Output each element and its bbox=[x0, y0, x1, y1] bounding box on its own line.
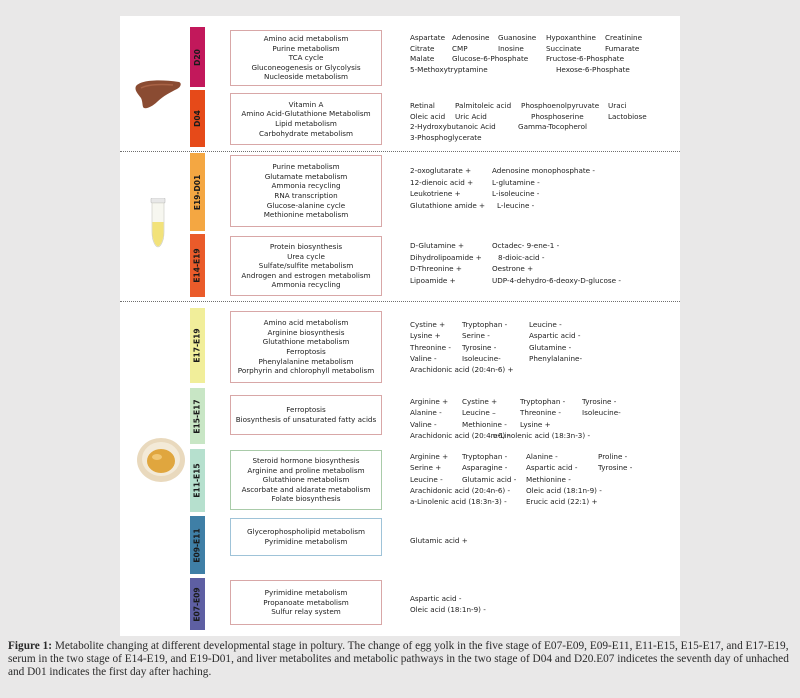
metabolite-label: 3-Phosphoglycerate bbox=[410, 132, 482, 142]
pathway-item: Pyrimidine metabolism bbox=[264, 537, 348, 546]
metabolite-label: Lipoamide + bbox=[410, 275, 456, 285]
pathway-item: Androgen and estrogen metabolism bbox=[241, 270, 371, 280]
metabolite-label: D-Threonine + bbox=[410, 264, 462, 273]
pathway-box-e14e19 bbox=[230, 236, 382, 296]
metabolite-label: Glutathione amide + bbox=[410, 200, 486, 210]
stage-bar-e19d01 bbox=[190, 153, 205, 231]
pathway-item: Ammonia recycling bbox=[271, 181, 341, 191]
pathway-item: Biosynthesis of unsaturated fatty acids bbox=[235, 415, 377, 424]
liver-icon bbox=[133, 78, 183, 110]
pathway-box-e17e19 bbox=[230, 311, 382, 383]
metabolite-label: 2-Hydroxybutanoic Acid bbox=[410, 122, 496, 131]
metabolite-label: Octadec- 9-ene-1 - bbox=[492, 241, 560, 250]
pathway-item: Nucleoside metabolism bbox=[263, 72, 349, 82]
stage-label: E07-E09 bbox=[193, 586, 203, 622]
metabolite-label: Lactobiose bbox=[608, 111, 647, 121]
metabolite-label: Hypoxanthine bbox=[546, 33, 596, 42]
pathway-item: Amino acid metabolism bbox=[263, 318, 349, 328]
metabolite-label: Serine - bbox=[462, 331, 490, 341]
metabolite-label: Gamma-Tocopherol bbox=[518, 122, 587, 131]
caption-label: Figure 1: bbox=[8, 640, 53, 652]
pathway-item: Arginine and proline metabolism bbox=[247, 465, 365, 475]
metabolite-label: Tryptophan - bbox=[462, 452, 508, 461]
pathway-item: Methionine metabolism bbox=[263, 210, 349, 220]
metabolite-label: Arachidonic acid (20:4n-6) - bbox=[410, 430, 511, 440]
metabolite-label: Valine - bbox=[410, 353, 437, 363]
metabolite-label: Threonine - bbox=[520, 408, 561, 418]
metabolite-label: Glutamic acid + bbox=[410, 536, 468, 545]
metabolite-label: Lysine + bbox=[410, 331, 441, 341]
pathway-item: Carbohydrate metabolism bbox=[259, 128, 353, 138]
metabolite-label: Isoleucine- bbox=[582, 408, 621, 418]
pathway-item: Glycerophospholipid metabolism bbox=[247, 527, 365, 537]
pathway-item: Glutathione metabolism bbox=[262, 337, 350, 347]
metabolite-label: Arginine + bbox=[410, 452, 449, 461]
metabolite-label: Cystine + bbox=[410, 320, 446, 329]
metabolite-label: Leukotriene + bbox=[410, 189, 461, 198]
metabolite-label: Tyrosine - bbox=[598, 463, 633, 473]
metabolite-label: Inosine bbox=[498, 43, 524, 53]
metabolite-label: Guanosine bbox=[498, 33, 537, 42]
stage-bar-e17e19 bbox=[190, 308, 205, 383]
metabolite-label: L-glutamine - bbox=[492, 177, 540, 187]
metabolite-label: Tyrosine - bbox=[582, 397, 617, 406]
egg-yolk-icon bbox=[135, 434, 187, 484]
stage-label: E15-E17 bbox=[193, 398, 203, 434]
metabolite-label: 8-dioic-acid - bbox=[498, 252, 545, 262]
metabolite-label: Leucine - bbox=[410, 474, 443, 484]
metabolite-label: α-Linolenic acid (18:3n-3) - bbox=[493, 430, 591, 440]
metabolite-label: Phosphoenolpyruvate bbox=[521, 101, 600, 110]
pathway-item: Steroid hormone biosynthesis bbox=[252, 456, 360, 466]
stage-label: D20 bbox=[193, 48, 203, 66]
pathway-item: Sulfate/sulfite metabolism bbox=[258, 261, 354, 271]
pathway-box-e11e15 bbox=[230, 450, 382, 510]
section-divider-liver-serum bbox=[120, 151, 680, 152]
metabolite-label: Alanine - bbox=[410, 408, 442, 418]
metabolite-label: Phosphoserine bbox=[531, 111, 584, 121]
metabolite-label: Leucine – bbox=[462, 408, 496, 418]
metabolite-label: Arachidonic acid (20:4n-6) - bbox=[410, 485, 511, 495]
metabolite-label: Oestrone + bbox=[492, 264, 534, 273]
stage-bar-d20 bbox=[190, 27, 205, 87]
metabolite-label: Tyrosine - bbox=[462, 342, 497, 352]
pathway-item: TCA cycle bbox=[288, 53, 324, 63]
metabolite-label: Isoleucine- bbox=[462, 353, 501, 363]
metabolite-label: Malate bbox=[410, 54, 435, 63]
metabolite-label: Valine - bbox=[410, 419, 437, 429]
metabolite-label: Glutamine - bbox=[529, 342, 572, 352]
pathway-item: Purine metabolism bbox=[272, 162, 340, 172]
serum-tube-icon bbox=[149, 198, 167, 248]
figure-caption bbox=[8, 640, 792, 679]
metabolite-label: Fumarate bbox=[605, 43, 640, 53]
pathway-box-d04 bbox=[230, 93, 382, 145]
metabolite-label: Creatinine bbox=[605, 33, 642, 42]
metabolite-label: Adenosine monophosphate - bbox=[492, 166, 595, 175]
metabolite-label: Erucic acid (22:1) + bbox=[526, 497, 598, 507]
stage-label: D04 bbox=[193, 110, 203, 127]
pathway-item: Pyrimidine metabolism bbox=[264, 588, 348, 598]
caption-text: Metabolite changing at different developmental stage in poltury. The change of egg yolk in the five stage of E07-E09, E09-E11, E11-E15, E15-E17, and E17-E19, serum in the two stage of E14-E19, and E19-D01, and liver metabolites and metabolic pathways in the two stage of D04 and D20.E07 indicetes the seventh day of unhached and D01 indicates the first day after haching. bbox=[8, 640, 789, 678]
pathway-item: Protein biosynthesis bbox=[269, 242, 343, 252]
pathway-item: Glutathione metabolism bbox=[262, 475, 350, 485]
pathway-item: Ferroptosis bbox=[286, 347, 326, 356]
pathway-item: Propanoate metabolism bbox=[263, 597, 349, 607]
pathway-box-e07e09 bbox=[230, 580, 382, 625]
pathway-box-e15e17 bbox=[230, 395, 382, 435]
metabolite-label: Aspartate bbox=[410, 33, 446, 42]
pathway-item: Ammonia recycling bbox=[271, 280, 341, 290]
metabolite-label: Oleic acid bbox=[410, 111, 446, 121]
metabolite-label: Serine + bbox=[410, 463, 442, 473]
metabolite-label: Uric Acid bbox=[455, 111, 487, 121]
pathway-item: RNA transcription bbox=[274, 191, 338, 200]
metabolite-label: Arachidonic acid (20:4n-6) + bbox=[410, 365, 514, 375]
pathway-item: Glutamate metabolism bbox=[264, 171, 348, 181]
pathway-box-e09e11 bbox=[230, 518, 382, 556]
metabolite-label: CMP bbox=[452, 43, 468, 53]
metabolite-label: Methionine - bbox=[526, 474, 571, 484]
stage-label: E14-E19 bbox=[193, 248, 203, 283]
metabolite-label: Lysine + bbox=[520, 419, 551, 429]
metabolite-label: Glutamic acid - bbox=[462, 474, 517, 484]
metabolite-label: Aspartic acid - bbox=[526, 463, 578, 473]
pathway-item: Lipid metabolism bbox=[275, 119, 337, 128]
metabolite-label: Retinal bbox=[410, 101, 435, 110]
metabolite-label: Aspartic acid - bbox=[410, 594, 462, 603]
pathway-item: Ascorbate and aldarate metabolism bbox=[241, 484, 371, 494]
metabolite-label: Tryptophan - bbox=[520, 397, 566, 406]
metabolite-label: UDP-4-dehydro-6-deoxy-D-glucose - bbox=[492, 275, 621, 285]
metabolite-label: Oleic acid (18:1n-9) - bbox=[410, 605, 486, 615]
pathway-item: Glucose-alanine cycle bbox=[266, 200, 346, 210]
metabolite-label: L-isoleucine - bbox=[492, 189, 540, 198]
metabolite-label: Cystine + bbox=[462, 397, 498, 406]
pathway-item: Sulfur relay system bbox=[271, 607, 341, 617]
pathway-item: Arginine biosynthesis bbox=[267, 327, 345, 337]
metabolite-label: L-leucine - bbox=[497, 200, 535, 210]
metabolite-label: Succinate bbox=[546, 43, 582, 53]
pathway-item: Urea cycle bbox=[287, 251, 325, 261]
stage-label: E11-E15 bbox=[193, 463, 203, 498]
stage-bar-e09e11 bbox=[190, 516, 205, 574]
metabolite-label: 12-dienoic acid + bbox=[410, 177, 474, 187]
pathway-item: Amino acid metabolism bbox=[263, 34, 349, 44]
metabolite-label: Uraci bbox=[608, 101, 627, 110]
stage-label: E17-E19 bbox=[193, 328, 203, 363]
metabolite-label: Oleic acid (18:1n-9) - bbox=[526, 485, 602, 495]
metabolite-label: Glucose-6-Phosphate bbox=[452, 54, 529, 63]
metabolite-label: Fructose-6-Phosphate bbox=[546, 54, 625, 63]
metabolite-label: D-Glutamine + bbox=[410, 241, 465, 250]
stage-bar-e15e17 bbox=[190, 388, 205, 444]
metabolite-label: 2-oxoglutarate + bbox=[410, 166, 472, 175]
metabolite-label: Alanine - bbox=[526, 452, 558, 461]
section-divider-serum-yolk bbox=[120, 301, 680, 302]
metabolite-label: Tryptophan - bbox=[462, 320, 508, 329]
stage-bar-d04 bbox=[190, 90, 205, 147]
metabolite-label: Aspartic acid - bbox=[529, 331, 581, 341]
pathway-item: Purine metabolism bbox=[272, 43, 340, 53]
pathway-item: Gluconeogenesis or Glycolysis bbox=[251, 62, 361, 72]
metabolite-label: Threonine - bbox=[410, 342, 451, 352]
metabolite-label: Arginine + bbox=[410, 397, 449, 406]
stage-label: E19-D01 bbox=[193, 174, 202, 210]
pathway-box-e19d01 bbox=[230, 155, 382, 227]
pathway-box-d20 bbox=[230, 30, 382, 86]
pathway-item: Folate biosynthesis bbox=[271, 494, 341, 504]
metabolite-label: Asparagine - bbox=[462, 463, 508, 473]
pathway-item: Phenylalanine metabolism bbox=[258, 356, 354, 366]
metabolite-label: Adenosine bbox=[452, 33, 490, 42]
pathway-item: Porphyrin and chlorophyll metabolism bbox=[237, 366, 375, 376]
metabolite-label: Leucine - bbox=[529, 320, 562, 329]
pathway-item: Vitamin A bbox=[288, 99, 324, 109]
pathway-item: Amino Acid-Glutathione Metabolism bbox=[241, 109, 371, 119]
stage-bar-e11e15 bbox=[190, 449, 205, 512]
metabolite-label: Methionine - bbox=[462, 419, 507, 429]
metabolite-label: Hexose-6-Phosphate bbox=[556, 64, 630, 74]
stage-label: E09-E11 bbox=[193, 527, 203, 563]
metabolite-label: Citrate bbox=[410, 43, 435, 53]
pathway-item: Ferroptosis bbox=[286, 405, 326, 415]
stage-bar-e14e19 bbox=[190, 234, 205, 297]
metabolite-label: Dihydrolipoamide + bbox=[410, 252, 482, 262]
metabolite-label: a-Linolenic acid (18:3n-3) - bbox=[410, 497, 507, 507]
metabolite-label: 5-Methoxytryptamine bbox=[410, 64, 488, 74]
stage-bar-e07e09 bbox=[190, 578, 205, 630]
metabolite-label: Phenylalanine- bbox=[529, 353, 583, 363]
metabolite-label: Palmitoleic acid bbox=[455, 101, 512, 110]
metabolite-label: Proline - bbox=[598, 452, 628, 461]
